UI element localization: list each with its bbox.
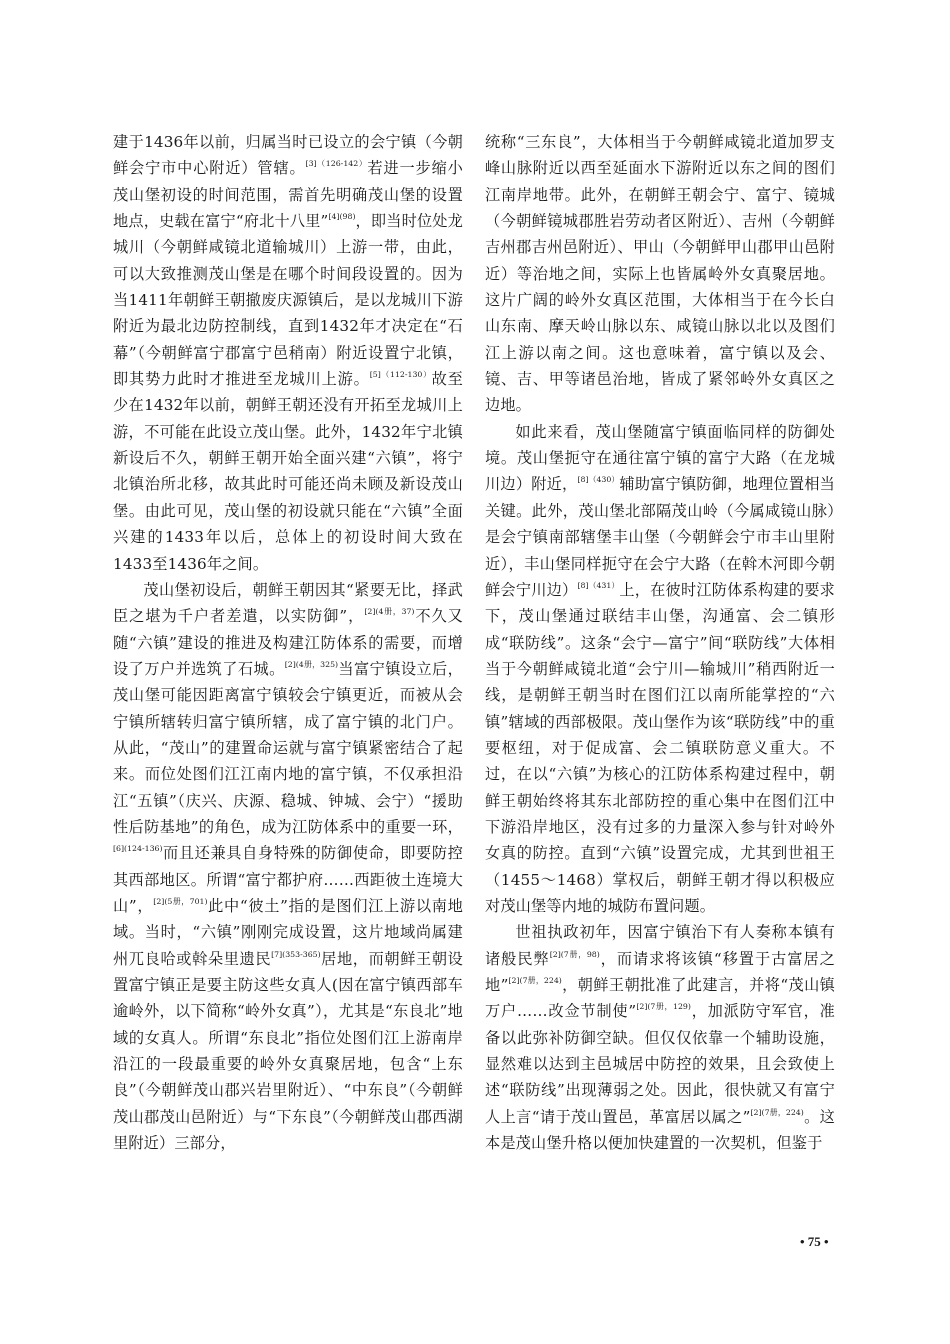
citation-ref: [2](7册，224) [508, 976, 562, 985]
right-text-column [485, 129, 835, 1156]
citation-ref: [8]（430） [577, 475, 620, 485]
text-run: 当富宁镇设立后，茂山堡可能因距离富宁镇较会宁镇更近，而被从会宁镇所辖转归富宁镇所辖，成了富宁镇的北门户。从此，“茂山”的建置命运就与富宁镇紧密结合了起来。而位处图们江江南内地的富宁镇，不仅承担沿江“五镇”（庆兴、庆源、稳城、钟城、会宁）“援助性后防基地”的角色，成为江防体系中的重要一环， [113, 659, 463, 836]
citation-ref: [2](7册，98) [549, 949, 600, 959]
citation-ref: [7](353-365) [271, 949, 321, 959]
paragraph [113, 129, 463, 577]
text-run: 。这本是茂山堡升格以便加快建置的一次契机，但鉴于 [485, 1107, 835, 1153]
paragraph [113, 577, 463, 1157]
page-number: • 75 • [800, 1234, 829, 1249]
text-run: ，加派防守军官，准备以此弥补防御空缺。但仅仅依靠一个辅助设施，显然难以达到主邑城居中防控的效果，且会致使上述“联防线”出现薄弱之处。因此，很快就又有富宁人上言“请于茂山置邑，革富居以属之” [485, 1002, 835, 1126]
citation-ref: [3]（126-142） [305, 159, 368, 169]
text-run: 世祖执政初年，因富宁镇治下有人奏称本镇有诸般民弊 [485, 923, 835, 968]
text-run: 此中“彼土”指的是图们江上游以南地域。当时，“六镇”刚刚完成设置，这片地域尚属建州兀良哈或斡朵里遗民 [113, 896, 463, 968]
citation-ref: [2](7册，129) [636, 1002, 691, 1012]
text-run: ，即当时位处龙城川（今朝鲜咸镜北道输城川）上游一带，由此，可以大致推测茂山堡是在哪个时间段设置的。因为当1411年朝鲜王朝撤废庆源镇后，是以龙城川下游附近为最北边防控制线，直到1432年才决定在“石幕”（今朝鲜富宁郡富宁邑稍南）附近设置宁北镇，即其势力此时才推进至龙城川上游。 [113, 212, 463, 389]
citation-ref: [2](5册，701) [153, 896, 208, 906]
citation-ref: [2](7册，224) [750, 1107, 804, 1117]
text-run: ，朝鲜王朝批准了此建言，并将“茂山镇万户……改佥节制使” [485, 976, 835, 1021]
citation-ref: [6](124-136) [113, 844, 163, 854]
paragraph [485, 129, 835, 419]
text-run: 若进一步缩小茂山堡初设的时间范围，需首先明确茂山堡的设置地点，史载在富宁“府北十八里” [113, 159, 463, 231]
text-run: 建于1436年以前，归属当时已设立的会宁镇（今朝鲜会宁市中心附近）管辖。 [113, 133, 463, 178]
text-run: 故至少在1432年以前，朝鲜王朝还没有开拓至龙城川上游，不可能在此设立茂山堡。此外，1432年宁北镇新设后不久，朝鲜王朝开始全面兴建“六镇”，将宁北镇治所北移，故其此时可能还尚未顾及新设茂山堡。由此可见，茂山堡的初设就只能在“六镇”全面兴建的1433年以后，总体上的初设时间大致在1433至1436年之间。 [113, 370, 463, 573]
paragraph [485, 919, 835, 1156]
citation-ref: [8]（431） [577, 580, 620, 590]
text-run: 茂山堡初设后，朝鲜王朝因其“紧要无比，择武臣之堪为千户者差遣，以实防御”， [113, 580, 463, 626]
left-text-column [113, 129, 463, 1156]
text-run: 不久又随“六镇”建设的推进及构建江防体系的需要，而增设了万户并选筑了石城。 [113, 607, 464, 678]
citation-ref: [2](4册，325) [284, 659, 339, 669]
text-run: 统称“三东良”，大体相当于今朝鲜咸镜北道加罗支峰山脉附近以西至延面水下游附近以东之间的图们江南岸地带。此外，在朝鲜王朝会宁、富宁、镜城（今朝鲜镜城郡胜岩劳动者区附近）、吉州（今朝鲜吉州郡吉州邑附近）、甲山（今朝鲜甲山郡甲山邑附近）等治地之间，实际上也皆属岭外女真聚居地。这片广阔的岭外女真区范围，大体相当于在今长白山东南、摩天岭山脉以东、咸镜山脉以北以及图们江上游以南之间。这也意味着，富宁镇以及会、镜、吉、甲等诸邑治地，皆成了紧邻岭外女真区之边地。 [485, 133, 835, 415]
citation-ref: [5]（112-130） [369, 370, 432, 380]
text-run: 辅助富宁镇防御，地理位置相当关键。此外，茂山堡北部隔茂山岭（今属咸镜山脉）是会宁镇南部辖堡丰山堡（今朝鲜会宁市丰山里附近），丰山堡同样扼守在会宁大路（在斡木河即今朝鲜会宁川边） [485, 475, 836, 599]
text-run: 而且还兼具自身特殊的防御使命，即要防控其西部地区。所谓“富宁都护府……西距彼土连境大山”， [113, 844, 463, 915]
paragraph [485, 419, 835, 920]
citation-ref: [4](98) [328, 212, 356, 222]
citation-ref: [2](4册，37) [364, 607, 415, 617]
text-run: 上，在彼时江防体系构建的要求下，茂山堡通过联结丰山堡，沟通富、会二镇形成“联防线”。这条“会宁—富宁”间“联防线”大体相当于今朝鲜咸镜北道“会宁川—输城川”稍西附近一线，是朝鲜王朝当时在图们江以南所能掌控的“六镇”辖域的西部极限。茂山堡作为该“联防线”中的重要枢纽，对于促成富、会二镇联防意义重大。不过，在以“六镇”为核心的江防体系构建过程中，朝鲜王朝始终将其东北部防控的重心集中在图们江中下游沿岸地区，没有过多的力量深入参与针对岭外女真的防控。直到“六镇”设置完成，尤其到世祖王（1455～1468）掌权后，朝鲜王朝才得以积极应对茂山堡等内地的城防布置问题。 [485, 580, 836, 915]
text-run: 如此来看，茂山堡随富宁镇面临同样的防御处境。茂山堡扼守在通往富宁镇的富宁大路（在龙城川边）附近， [485, 422, 835, 494]
text-run: 居地，而朝鲜王朝设置富宁镇正是要主防这些女真人(因在富宁镇西部车逾岭外，以下简称“岭外女真”），尤其是“东良北”地域的女真人。所谓“东良北”指位处图们江上游南岸沿江的一段最重要的岭外女真聚居地，包含“上东良”（今朝鲜茂山郡兴岩里附近）、“中东良”（今朝鲜茂山郡茂山邑附近）与“下东良”（今朝鲜茂山郡西湖里附近）三部分， [113, 949, 463, 1153]
text-run: ，而请求将该镇“移置于古富居之地” [485, 949, 836, 994]
